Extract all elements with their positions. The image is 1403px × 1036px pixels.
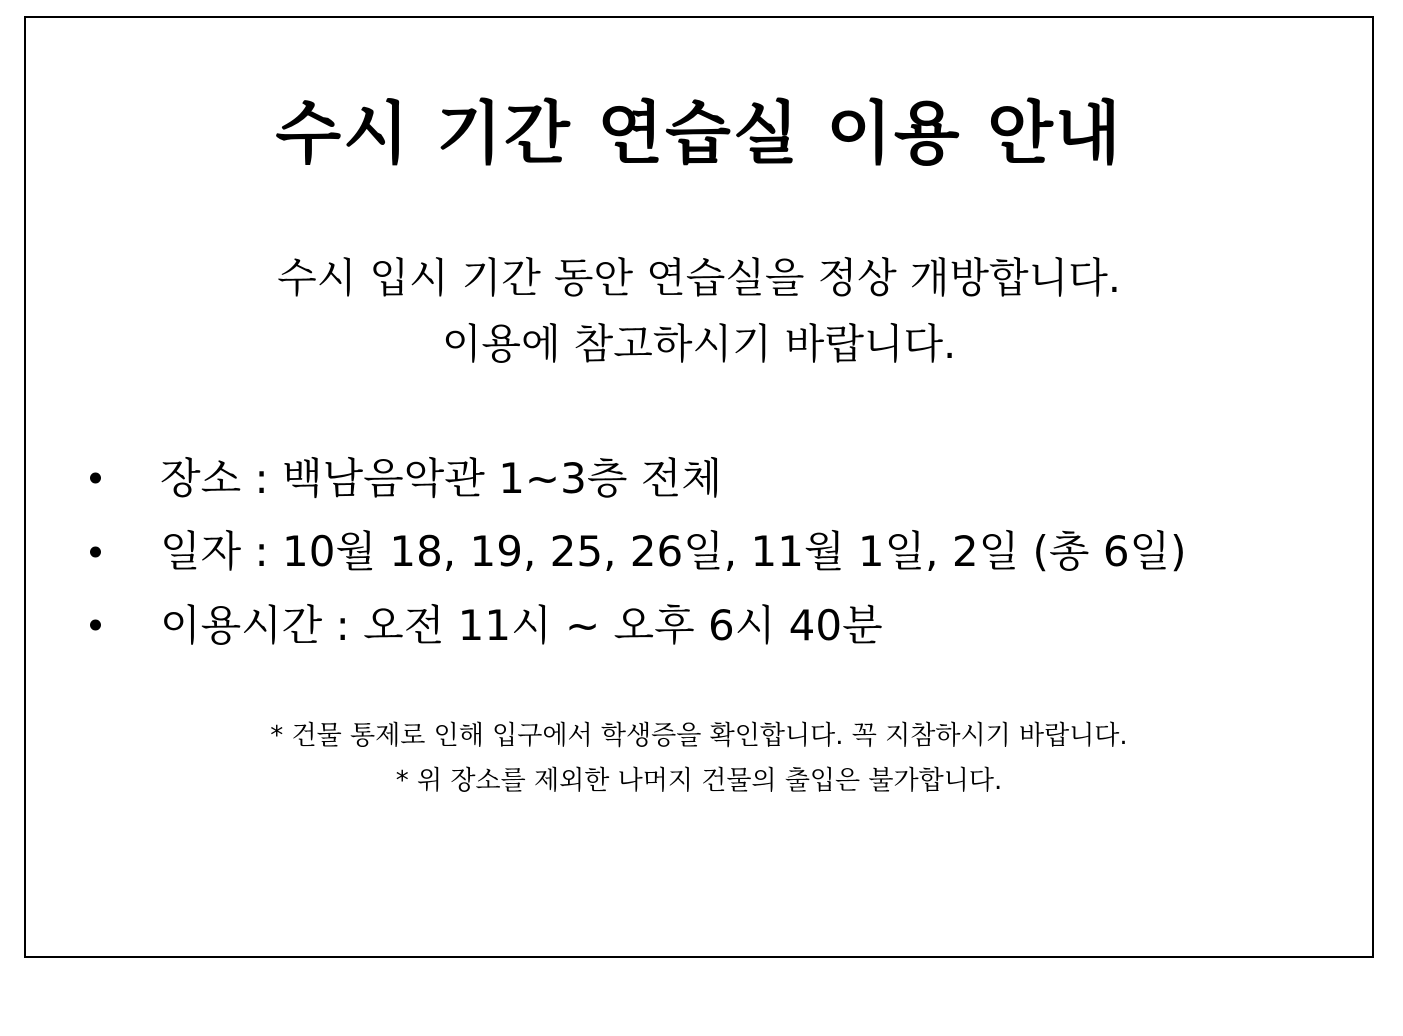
footnotes (60, 714, 1338, 803)
detail-hours: 이용시간 : 오전 11시 ~ 오후 6시 40분 (160, 600, 883, 650)
list-item (60, 515, 1338, 589)
detail-location: 장소 : 백남음악관 1~3층 전체 (160, 453, 722, 503)
footnote-1: * 건물 통제로 인해 입구에서 학생증을 확인합니다. 꼭 지참하시기 바랍니다. (270, 721, 1128, 752)
details-list (60, 442, 1338, 663)
notice-content (26, 95, 1372, 1036)
intro-line-2: 이용에 참고하시기 바랍니다. (441, 320, 957, 369)
intro-line-1: 수시 입시 기간 동안 연습실을 정상 개방합니다. (277, 253, 1121, 302)
notice-sheet (24, 16, 1374, 958)
page-title: 수시 기간 연습실 이용 안내 (275, 95, 1123, 174)
list-item (60, 442, 1338, 516)
intro-paragraph (60, 245, 1338, 378)
list-item (60, 589, 1338, 663)
detail-dates: 일자 : 10월 18, 19, 25, 26일, 11월 1일, 2일 (총 6일) (160, 527, 1187, 577)
footnote-2: * 위 장소를 제외한 나머지 건물의 출입은 불가합니다. (395, 765, 1003, 796)
